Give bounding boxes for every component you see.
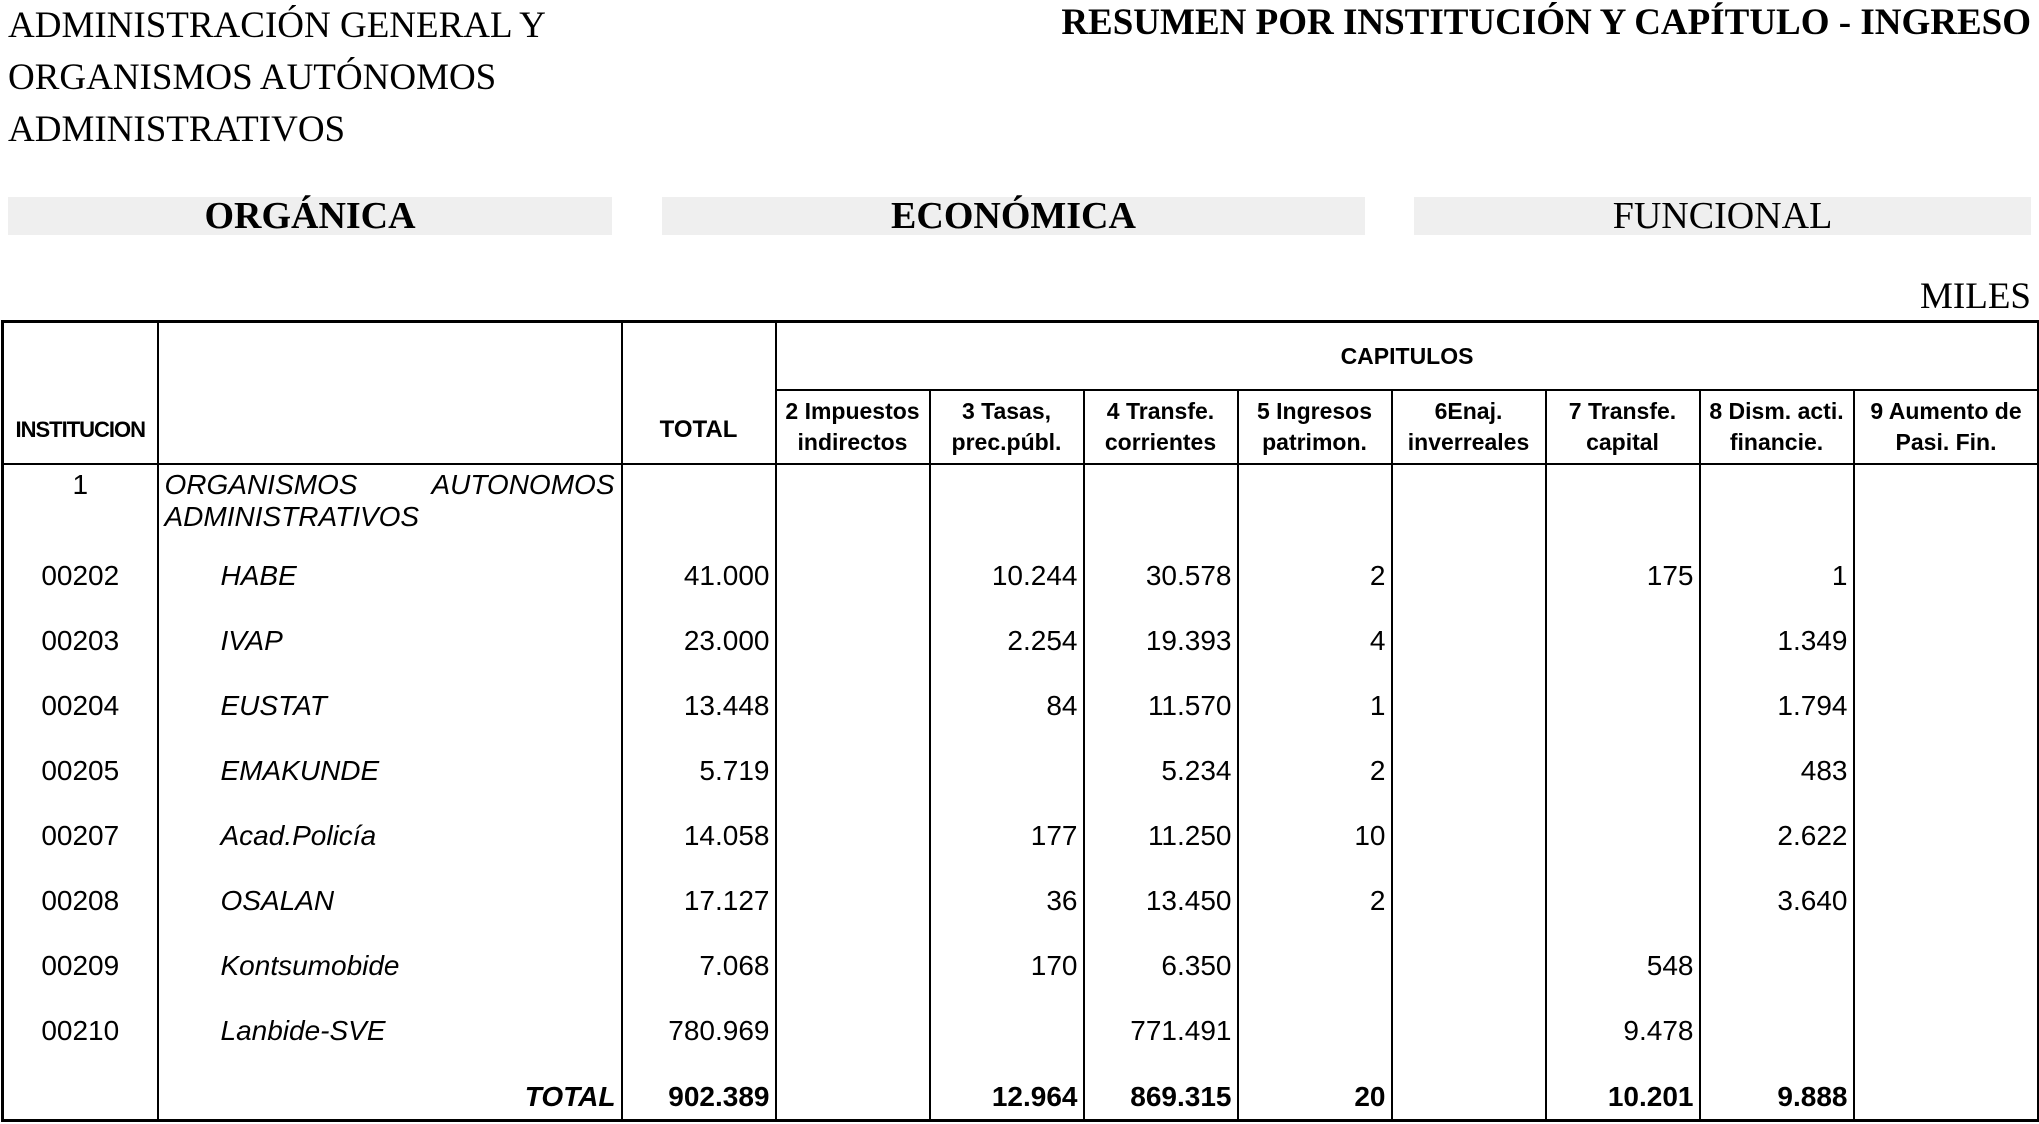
section-funcional: FUNCIONAL [1414,197,2031,235]
total-c6 [1392,1053,1546,1121]
cell-c3: 84 [930,663,1084,728]
header-chapter-3: 3 Tasas, prec.públ. [930,390,1084,464]
cell-c4: 5.234 [1084,728,1238,793]
cell-c7 [1546,598,1700,663]
entity-line-2: ORGANISMOS AUTÓNOMOS [8,57,497,98]
table-cell [622,464,776,533]
cell-c2 [776,793,930,858]
table-row [3,923,2039,988]
cell-c4: 13.450 [1084,858,1238,923]
cell-c8: 1.349 [1700,598,1854,663]
cell-c4: 30.578 [1084,533,1238,598]
row-code: 00210 [3,988,158,1053]
entity-name [8,0,648,156]
report-title: RESUMEN POR INSTITUCIÓN Y CAPÍTULO - INGRESO [1061,2,2031,43]
header-chapter-5: 5 Ingresos patrimon. [1238,390,1392,464]
group-name-part-a: ORGANISMOS [164,469,358,500]
cell-c9 [1854,793,2039,858]
row-name: Kontsumobide [158,923,622,988]
total-code [3,1053,158,1121]
row-name: EUSTAT [158,663,622,728]
row-total: 23.000 [622,598,776,663]
table-cell [1238,464,1392,533]
header-chapter-9: 9 Aumento de Pasi. Fin. [1854,390,2039,464]
cell-c7: 9.478 [1546,988,1700,1053]
header-chapter-7: 7 Transfe. capital [1546,390,1700,464]
table-cell [776,464,930,533]
cell-c6 [1392,858,1546,923]
cell-c7 [1546,793,1700,858]
cell-c9 [1854,598,2039,663]
table-body [3,464,2039,1121]
table-row [3,533,2039,598]
table-row [3,988,2039,1053]
cell-c6 [1392,988,1546,1053]
cell-c5: 4 [1238,598,1392,663]
cell-c2 [776,533,930,598]
row-total: 14.058 [622,793,776,858]
table-row [3,598,2039,663]
cell-c3 [930,988,1084,1053]
cell-c2 [776,988,930,1053]
total-c9 [1854,1053,2039,1121]
total-c5: 20 [1238,1053,1392,1121]
cell-c6 [1392,793,1546,858]
table-cell [1700,464,1854,533]
cell-c7 [1546,663,1700,728]
table-cell [1392,464,1546,533]
header-name [158,322,622,465]
row-total: 780.969 [622,988,776,1053]
cell-c3: 177 [930,793,1084,858]
cell-c5: 2 [1238,858,1392,923]
cell-c8: 1 [1700,533,1854,598]
cell-c5 [1238,923,1392,988]
cell-c8: 1.794 [1700,663,1854,728]
section-organica: ORGÁNICA [8,197,612,235]
entity-line-3: ADMINISTRATIVOS [8,109,346,150]
row-name: HABE [158,533,622,598]
row-name: OSALAN [158,858,622,923]
cell-c9 [1854,988,2039,1053]
row-code: 00207 [3,793,158,858]
cell-c6 [1392,598,1546,663]
total-c3: 12.964 [930,1053,1084,1121]
header-chapter-2: 2 Impuestos indirectos [776,390,930,464]
header-chapter-8: 8 Dism. acti. financie. [1700,390,1854,464]
table-header [3,322,2039,465]
cell-c8: 483 [1700,728,1854,793]
total-c4: 869.315 [1084,1053,1238,1121]
group-name-part-b: AUTONOMOS [431,469,615,500]
table-row [3,858,2039,923]
table-row-total [3,1053,2039,1121]
cell-c5: 2 [1238,728,1392,793]
table-cell [1854,464,2039,533]
cell-c5: 10 [1238,793,1392,858]
header-chapter-4: 4 Transfe. corrientes [1084,390,1238,464]
cell-c9 [1854,858,2039,923]
table-cell [930,464,1084,533]
row-code: 00204 [3,663,158,728]
row-total: 5.719 [622,728,776,793]
cell-c3: 10.244 [930,533,1084,598]
cell-c4: 771.491 [1084,988,1238,1053]
row-name: Acad.Policía [158,793,622,858]
header-chapter-6: 6Enaj. inverreales [1392,390,1546,464]
table-row [3,793,2039,858]
cell-c6 [1392,663,1546,728]
cell-c4: 19.393 [1084,598,1238,663]
cell-c6 [1392,728,1546,793]
row-total: 17.127 [622,858,776,923]
cell-c9 [1854,728,2039,793]
summary-table-wrapper [1,320,2037,1122]
cell-c4: 11.250 [1084,793,1238,858]
cell-c3: 170 [930,923,1084,988]
summary-table [1,320,2039,1122]
row-code: 00202 [3,533,158,598]
cell-c8: 2.622 [1700,793,1854,858]
cell-c2 [776,663,930,728]
cell-c5 [1238,988,1392,1053]
cell-c4: 6.350 [1084,923,1238,988]
cell-c8 [1700,988,1854,1053]
table-cell [1546,464,1700,533]
cell-c9 [1854,923,2039,988]
row-total: 41.000 [622,533,776,598]
cell-c9 [1854,663,2039,728]
table-row-group [3,464,2039,533]
cell-c6 [1392,533,1546,598]
row-name: Lanbide-SVE [158,988,622,1053]
row-name: IVAP [158,598,622,663]
entity-line-1: ADMINISTRACIÓN GENERAL Y [8,5,546,46]
header-capitulos: CAPITULOS [776,322,2039,391]
total-c8: 9.888 [1700,1053,1854,1121]
cell-c3: 2.254 [930,598,1084,663]
row-code: 00208 [3,858,158,923]
cell-c2 [776,728,930,793]
row-code: 00205 [3,728,158,793]
cell-c7: 175 [1546,533,1700,598]
cell-c2 [776,858,930,923]
cell-c7 [1546,858,1700,923]
table-cell [1084,464,1238,533]
cell-c8: 3.640 [1700,858,1854,923]
cell-c6 [1392,923,1546,988]
total-c2 [776,1053,930,1121]
total-c7: 10.201 [1546,1053,1700,1121]
cell-c5: 2 [1238,533,1392,598]
row-code: 00209 [3,923,158,988]
row-total: 7.068 [622,923,776,988]
total-label: TOTAL [158,1053,622,1121]
group-name-line-2: ADMINISTRATIVOS [164,501,420,532]
group-name [158,464,622,533]
cell-c4: 11.570 [1084,663,1238,728]
cell-c7 [1546,728,1700,793]
row-total: 13.448 [622,663,776,728]
header-institucion: INSTITUCION [3,322,158,465]
header-total: TOTAL [622,322,776,465]
section-economica: ECONÓMICA [662,197,1365,235]
row-name: EMAKUNDE [158,728,622,793]
cell-c3 [930,728,1084,793]
total-total: 902.389 [622,1053,776,1121]
cell-c9 [1854,533,2039,598]
cell-c7: 548 [1546,923,1700,988]
table-row [3,728,2039,793]
cell-c3: 36 [930,858,1084,923]
group-code: 1 [3,464,158,533]
cell-c5: 1 [1238,663,1392,728]
row-code: 00203 [3,598,158,663]
table-row [3,663,2039,728]
cell-c2 [776,923,930,988]
cell-c2 [776,598,930,663]
cell-c8 [1700,923,1854,988]
units-label: MILES [1920,276,2031,317]
